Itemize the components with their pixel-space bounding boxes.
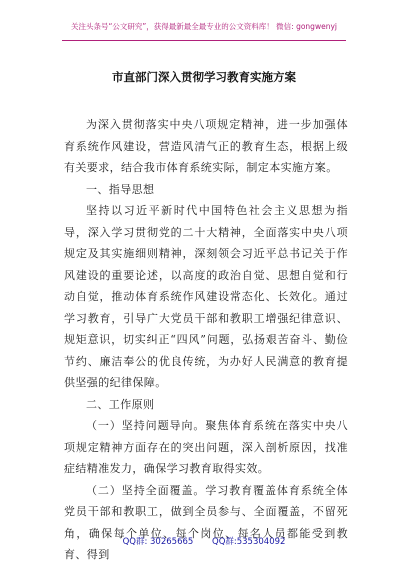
principle-full-coverage: （二）坚持全面覆盖。学习教育覆盖体育系统全体党员干部和教职工，做到全员参与、全面覆盖，不留死角，确保每个单位、每个岗位、每名人员都能受到教育、得到 <box>64 483 348 561</box>
intro-paragraph: 为深入贯彻落实中央八项规定精神，进一步加强体育系统作风建设，营造风清气正的教育生态，根据上级有关要求，结合我市体育系统实际，制定本实施方案。 <box>64 118 348 174</box>
guiding-ideology-paragraph: 坚持以习近平新时代中国特色社会主义思想为指导，深入学习贯彻党的二十大精神，全面落实中央八项规定及其实施细则精神，深刻领会习近平总书记关于作风建设的重要论述，以高度的政治自觉、思想自觉和行动自觉，推动体育系统作风建设常态化、长效化。通过学习教育，引导广大党员干部和教职工增强纪律意识、规矩意识，切实纠正“四风”问题，弘扬艰苦奋斗、勤俭节约、廉洁奉公的优良传统，为办好人民满意的教育提供坚强的纪律保障。 <box>64 204 348 389</box>
footer-qq-group-1: QQ群: 30265665 <box>122 537 194 547</box>
header-banner: 关注头条号“公文研究”，获得最新最全最专业的公文资料库！ 微信: gongwenyj <box>71 22 337 31</box>
section-heading-work-principles: 二、工作原则 <box>86 397 155 411</box>
document-title: 市直部门深入贯彻学习教育实施方案 <box>112 70 296 84</box>
section-heading-guiding-ideology: 一、指导思想 <box>86 182 155 196</box>
footer-qq-group-2: QQ群:535304092 <box>212 537 286 547</box>
header-divider <box>62 40 346 41</box>
footer-contact <box>0 535 408 547</box>
document-body <box>64 114 348 566</box>
principle-problem-oriented: （一）坚持问题导向。聚焦体育系统在落实中央八项规定精神方面存在的突出问题，深入剖析原因，找准症结精准发力，确保学习教育取得实效。 <box>64 419 348 475</box>
